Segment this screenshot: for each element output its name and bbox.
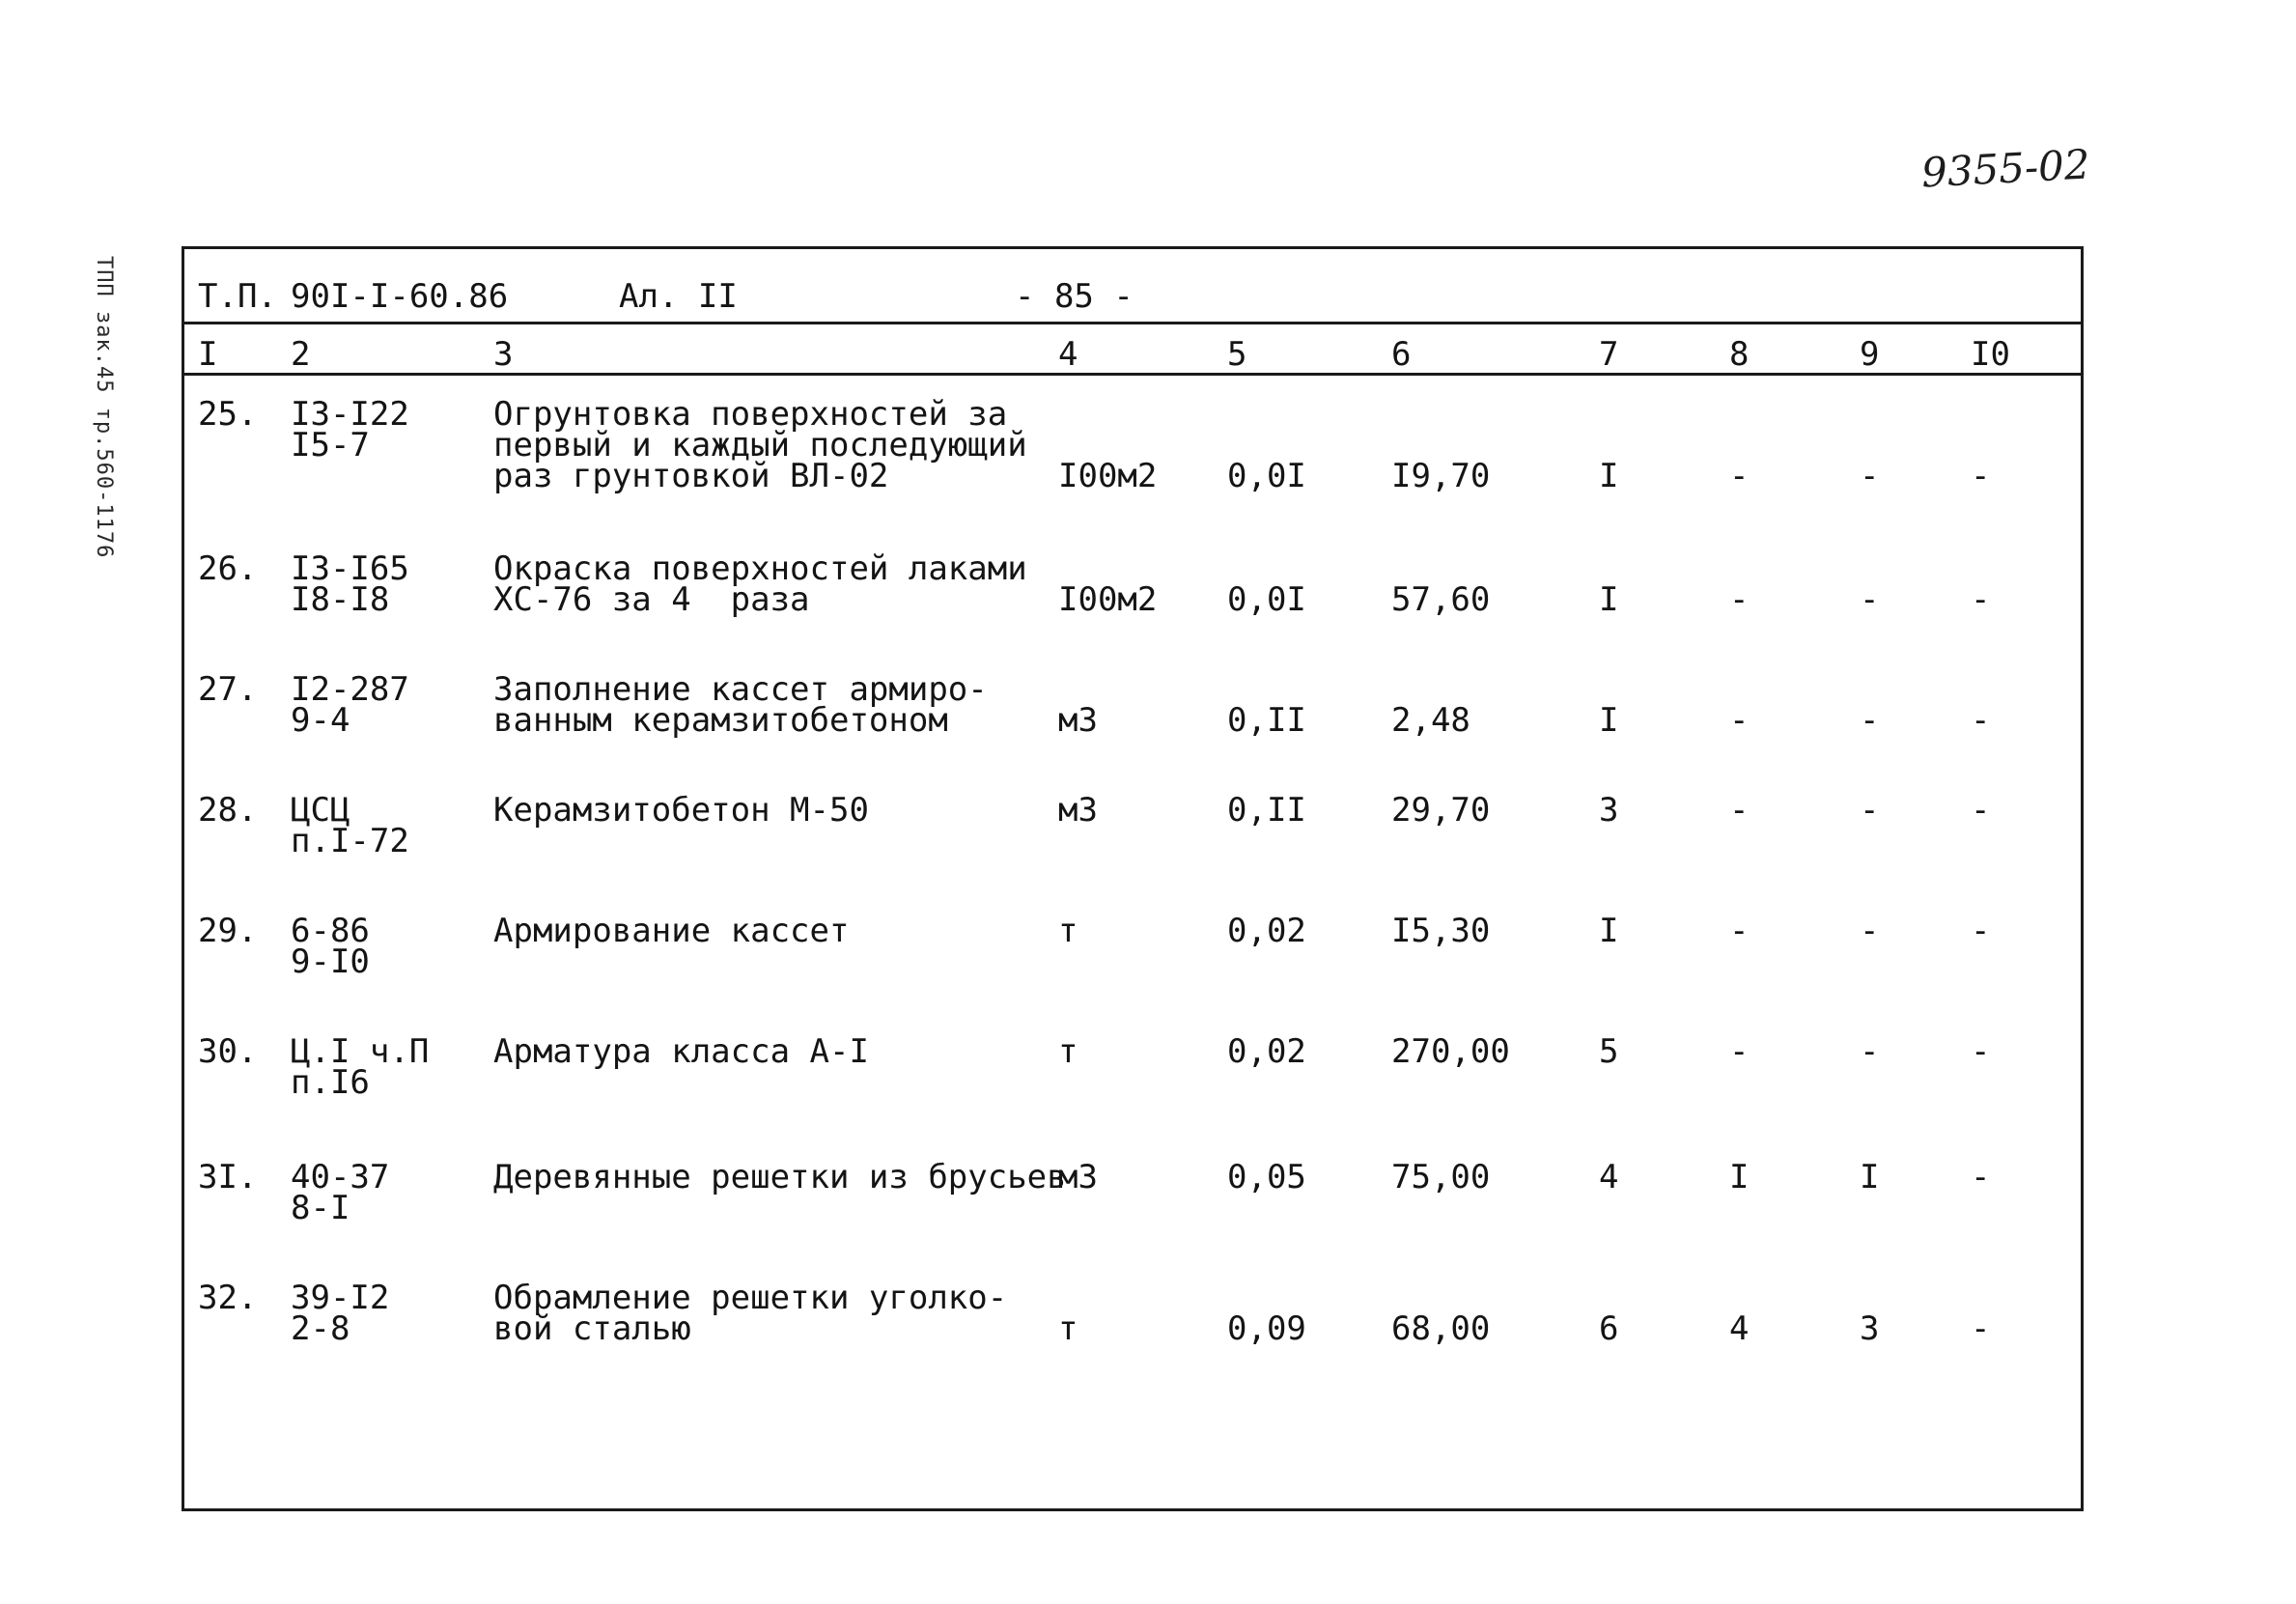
- work-description: Окраска поверхностей лаками ХС-76 за 4 раза: [493, 549, 1027, 619]
- col-8: -: [1729, 912, 1750, 950]
- col-10: -: [1971, 791, 1991, 830]
- row-number: 29.: [198, 912, 258, 950]
- page-number: - 85 -: [1015, 277, 1134, 316]
- col-7: I: [1599, 457, 1619, 495]
- col-7: I: [1599, 701, 1619, 740]
- col-8: -: [1729, 1032, 1750, 1071]
- unit-price: 75,00: [1391, 1158, 1491, 1196]
- col-10: -: [1971, 1158, 1991, 1196]
- col-10: -: [1971, 1309, 1991, 1348]
- row-number: 26.: [198, 549, 258, 588]
- work-description: Керамзитобетон М-50: [493, 791, 869, 830]
- column-number-9: 9: [1860, 335, 1880, 374]
- tp-label: Т.П.: [198, 277, 277, 316]
- rate-code: 39-I2 2-8: [291, 1279, 390, 1348]
- col-7: 4: [1599, 1158, 1619, 1196]
- work-description: Обрамление решетки уголко- вой сталью: [493, 1279, 1008, 1348]
- col-7: 6: [1599, 1309, 1619, 1348]
- col-8: -: [1729, 701, 1750, 740]
- col-7: 5: [1599, 1032, 1619, 1071]
- table-frame: [182, 246, 2084, 1511]
- unit-price: 57,60: [1391, 580, 1491, 619]
- side-margin-note: ТПП зак.45 тр.560-1176: [92, 256, 116, 559]
- unit-price: I5,30: [1391, 912, 1491, 950]
- col-10: -: [1971, 701, 1991, 740]
- col-8: -: [1729, 457, 1750, 495]
- rate-code: I3-I65 I8-I8: [291, 549, 409, 619]
- rate-code: Ц.I ч.П п.I6: [291, 1032, 430, 1102]
- row-number: 28.: [198, 791, 258, 830]
- col-10: -: [1971, 912, 1991, 950]
- col-9: -: [1860, 580, 1880, 619]
- unit: т: [1058, 1032, 1078, 1071]
- rate-code: I3-I22 I5-7: [291, 395, 409, 464]
- unit-price: 270,00: [1391, 1032, 1510, 1071]
- col-9: -: [1860, 1032, 1880, 1071]
- unit-price: 2,48: [1391, 701, 1470, 740]
- col-7: I: [1599, 912, 1619, 950]
- column-number-1: I: [198, 335, 218, 374]
- header-divider: [184, 322, 2081, 324]
- handwritten-doc-number: 9355-02: [1919, 140, 2091, 197]
- unit: т: [1058, 912, 1078, 950]
- unit: м3: [1058, 1158, 1098, 1196]
- unit: т: [1058, 1309, 1078, 1348]
- col-10: -: [1971, 580, 1991, 619]
- work-description: Арматура класса А-I: [493, 1032, 869, 1071]
- unit-price: 29,70: [1391, 791, 1491, 830]
- quantity: 0,02: [1227, 1032, 1306, 1071]
- quantity: 0,05: [1227, 1158, 1306, 1196]
- col-9: I: [1860, 1158, 1880, 1196]
- column-number-7: 7: [1599, 335, 1619, 374]
- col-9: 3: [1860, 1309, 1880, 1348]
- unit: м3: [1058, 791, 1098, 830]
- col-7: I: [1599, 580, 1619, 619]
- col-9: -: [1860, 701, 1880, 740]
- row-number: 32.: [198, 1279, 258, 1317]
- project-number: 90I-I-60.86: [291, 277, 509, 316]
- col-9: -: [1860, 912, 1880, 950]
- unit-price: I9,70: [1391, 457, 1491, 495]
- unit: I00м2: [1058, 457, 1158, 495]
- col-10: -: [1971, 457, 1991, 495]
- unit: м3: [1058, 701, 1098, 740]
- unit-price: 68,00: [1391, 1309, 1491, 1348]
- row-number: 30.: [198, 1032, 258, 1071]
- quantity: 0,II: [1227, 791, 1306, 830]
- rate-code: 6-86 9-I0: [291, 912, 370, 981]
- quantity: 0,0I: [1227, 580, 1306, 619]
- col-8: I: [1729, 1158, 1750, 1196]
- unit: I00м2: [1058, 580, 1158, 619]
- col-8: -: [1729, 580, 1750, 619]
- row-number: 27.: [198, 670, 258, 709]
- col-10: -: [1971, 1032, 1991, 1071]
- col-8: 4: [1729, 1309, 1750, 1348]
- column-number-4: 4: [1058, 335, 1078, 374]
- rate-code: 40-37 8-I: [291, 1158, 390, 1227]
- column-number-10: I0: [1971, 335, 2010, 374]
- quantity: 0,0I: [1227, 457, 1306, 495]
- rate-code: ЦСЦ п.I-72: [291, 791, 409, 860]
- column-number-8: 8: [1729, 335, 1750, 374]
- row-number: 3I.: [198, 1158, 258, 1196]
- rate-code: I2-287 9-4: [291, 670, 409, 740]
- sheet-label: Ал. II: [619, 277, 738, 316]
- column-header-divider: [184, 373, 2081, 376]
- column-number-5: 5: [1227, 335, 1247, 374]
- row-number: 25.: [198, 395, 258, 434]
- col-8: -: [1729, 791, 1750, 830]
- col-9: -: [1860, 457, 1880, 495]
- col-7: 3: [1599, 791, 1619, 830]
- work-description: Заполнение кассет армиро- ванным керамзитобетоном: [493, 670, 988, 740]
- column-number-6: 6: [1391, 335, 1412, 374]
- work-description: Огрунтовка поверхностей за первый и каждый последующий раз грунтовкой ВЛ-02: [493, 395, 1027, 495]
- column-number-3: 3: [493, 335, 514, 374]
- quantity: 0,02: [1227, 912, 1306, 950]
- quantity: 0,II: [1227, 701, 1306, 740]
- quantity: 0,09: [1227, 1309, 1306, 1348]
- work-description: Деревянные решетки из брусьев: [493, 1158, 1067, 1196]
- column-number-2: 2: [291, 335, 311, 374]
- work-description: Армирование кассет: [493, 912, 850, 950]
- col-9: -: [1860, 791, 1880, 830]
